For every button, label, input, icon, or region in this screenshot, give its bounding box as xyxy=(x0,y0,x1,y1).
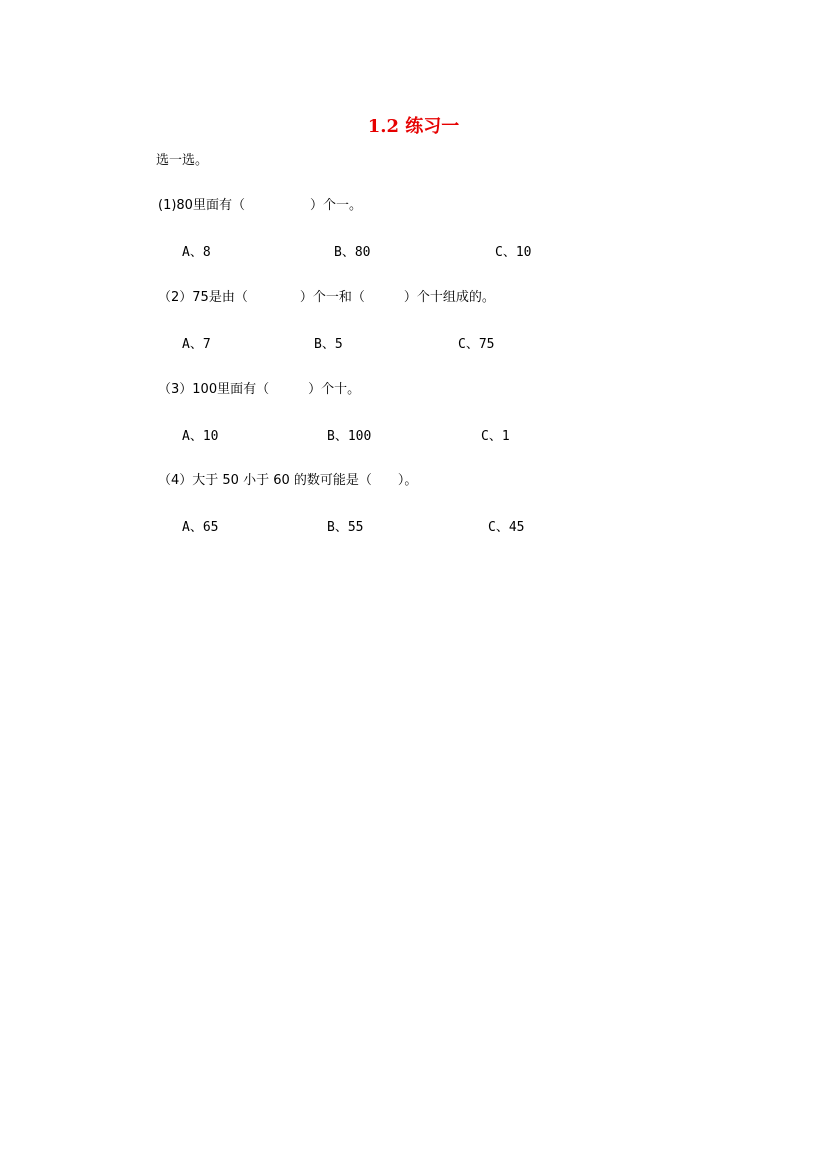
question-1-option-a: A、8 xyxy=(182,245,211,260)
question-2-option-c: C、75 xyxy=(458,337,495,352)
question-4: （4）大于 50 小于 60 的数可能是（ ）。 xyxy=(158,473,418,488)
question-1: (1)80里面有（ ）个一。 xyxy=(158,198,362,213)
question-4-option-b: B、55 xyxy=(327,520,364,535)
question-3: （3）100里面有（ ）个十。 xyxy=(158,382,361,397)
question-1-option-c: C、10 xyxy=(495,245,532,260)
page-title: 1.2 练习一 xyxy=(367,116,460,137)
question-3-option-b: B、100 xyxy=(327,429,372,444)
question-1-option-b: B、80 xyxy=(334,245,371,260)
question-3-option-c: C、1 xyxy=(481,429,510,444)
question-4-option-a: A、65 xyxy=(182,520,219,535)
question-4-option-c: C、45 xyxy=(488,520,525,535)
question-2: （2）75是由（ ）个一和（ ）个十组成的。 xyxy=(158,290,495,305)
question-2-option-a: A、7 xyxy=(182,337,211,352)
question-2-option-b: B、5 xyxy=(314,337,343,352)
question-3-option-a: A、10 xyxy=(182,429,219,444)
instruction-text: 选一选。 xyxy=(156,153,209,168)
